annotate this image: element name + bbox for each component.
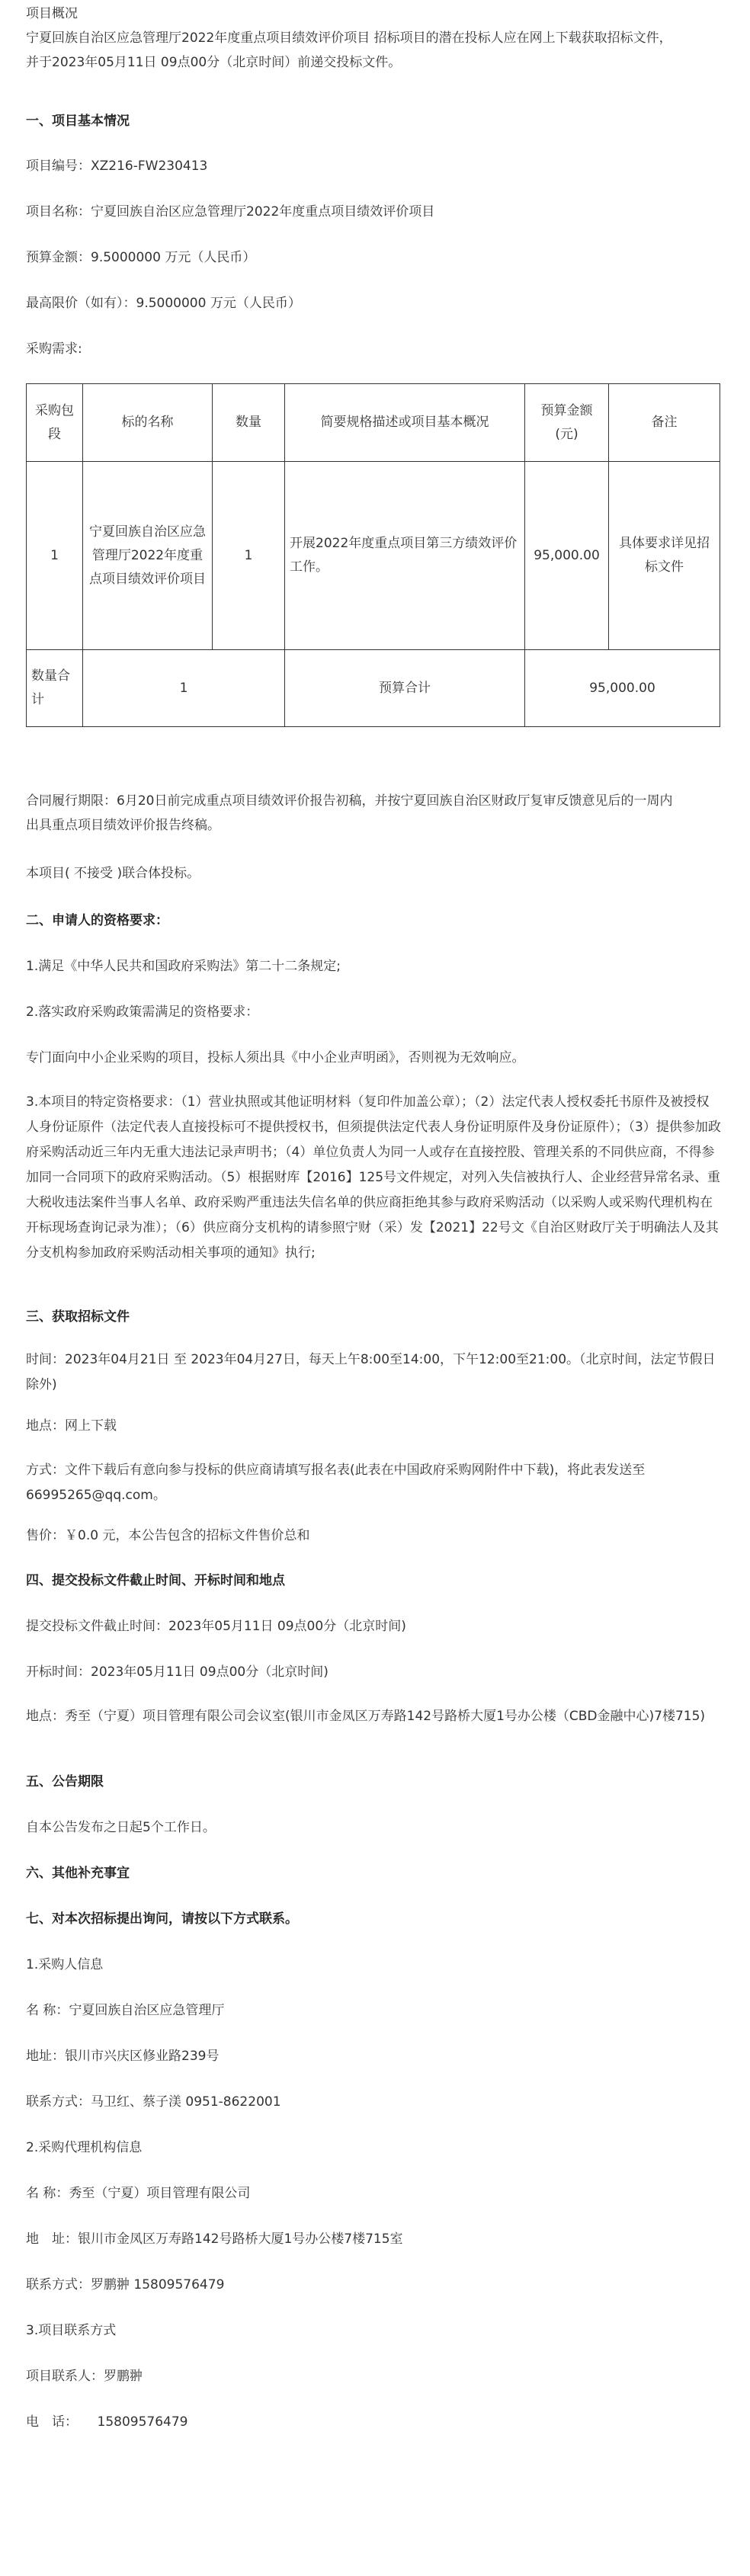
cell-item-name: 宁夏回族自治区应急管理厅2022年度重点项目绩效评价项目 <box>83 462 213 650</box>
buyer-name: 名 称：宁夏回族自治区应急管理厅 <box>26 2003 225 2018</box>
max-price: 最高限价（如有）：9.5000000 万元（人民币） <box>26 296 301 311</box>
cell-remark: 具体要求详见招标文件 <box>609 462 720 650</box>
section-2-heading: 二、申请人的资格要求： <box>26 913 168 928</box>
total-budget-value: 95,000.00 <box>525 650 720 727</box>
budget-amount: 预算金额：9.5000000 万元（人民币） <box>26 250 256 265</box>
requirement-2: 2.落实政府采购政策需满足的资格要求： <box>26 1004 259 1020</box>
agent-name: 名 称：秀至（宁夏）项目管理有限公司 <box>26 2186 251 2201</box>
opening-place: 地点：秀至（宁夏）项目管理有限公司会议室(银川市金凤区万寿路142号路桥大厦1号办公楼（CBD金融中心)7楼715) <box>26 1709 706 1724</box>
cell-package: 1 <box>27 462 83 650</box>
agent-address: 地 址：银川市金凤区万寿路142号路桥大厦1号办公楼7楼715室 <box>26 2232 403 2247</box>
table-total-row <box>27 650 720 727</box>
overview-line-1: 宁夏回族自治区应急管理厅2022年度重点项目绩效评价项目 招标项目的潜在投标人应在网上下载获取招标文件， <box>26 30 672 46</box>
buyer-contact: 联系方式：马卫红、蔡子渼 0951-8622001 <box>26 2094 281 2110</box>
consortium-note: 本项目( 不接受 )联合体投标。 <box>26 866 200 881</box>
project-name: 项目名称：宁夏回族自治区应急管理厅2022年度重点项目绩效评价项目 <box>26 204 435 219</box>
agent-contact: 联系方式：罗鹏翀 15809576479 <box>26 2277 225 2292</box>
total-budget-label: 预算合计 <box>285 650 525 727</box>
project-number: 项目编号：XZ216-FW230413 <box>26 159 208 174</box>
cell-description: 开展2022年度重点项目第三方绩效评价工作。 <box>285 462 525 650</box>
project-contact-phone: 电 话： 15809576479 <box>26 2414 188 2430</box>
table-row <box>27 462 720 650</box>
header-item-name: 标的名称 <box>83 384 213 462</box>
overview-title: 项目概况 <box>26 6 78 21</box>
header-quantity: 数量 <box>213 384 285 462</box>
header-remark: 备注 <box>609 384 720 462</box>
section-1-heading: 一、项目基本情况 <box>26 114 130 129</box>
total-quantity-label: 数量合计 <box>27 650 83 727</box>
requirement-3: 3.本项目的特定资格要求：（1）营业执照或其他证明材料（复印件加盖公章）；（2）法定代表人授权委托书原件及被授权人身份证原件（法定代表人直接投标可不提供授权书，但须提供法定代表人身份证明原件及身份证原件）；（3）提供参加政府采购活动近三年内无重大违法记录声明书；（4）单位负责人为同一人或存在直接控股、管理关系的不同供应商，不得参加同一合同项下的政府采购活动。（5）根据财库【2016】125号文件规定，对列入失信被执行人、企业经营异常名录、重大税收违法案件当事人名单、政府采购严重违法失信名单的供应商拒绝其参与政府采购活动（以采购人或采购代理机构在开标现场查询记录为准）；（6）供应商分支机构的请参照宁财（采）发【2021】22号文《自治区财政厅关于明确法人及其分支机构参加政府采购活动相关事项的通知》执行; <box>26 1094 721 1261</box>
agent-info-title: 2.采购代理机构信息 <box>26 2140 143 2155</box>
opening-time: 开标时间：2023年05月11日 09点00分（北京时间) <box>26 1664 329 1680</box>
cell-budget: 95,000.00 <box>525 462 609 650</box>
cell-quantity: 1 <box>213 462 285 650</box>
project-contact-person: 项目联系人：罗鹏翀 <box>26 2369 143 2384</box>
demand-label: 采购需求: <box>26 341 82 357</box>
section-4-heading: 四、提交投标文件截止时间、开标时间和地点 <box>26 1573 285 1588</box>
buyer-info-title: 1.采购人信息 <box>26 1957 104 1972</box>
buyer-address: 地址：银川市兴庆区修业路239号 <box>26 2049 220 2064</box>
submission-deadline: 提交投标文件截止时间：2023年05月11日 09点00分（北京时间) <box>26 1619 406 1634</box>
project-contact-title: 3.项目联系方式 <box>26 2323 117 2338</box>
contract-period-line-2: 出具重点项目绩效评价报告终稿。 <box>26 818 220 833</box>
overview-line-2: 并于2023年05月11日 09点00分（北京时间）前递交投标文件。 <box>26 55 402 70</box>
notice-period: 自本公告发布之日起5个工作日。 <box>26 1820 216 1835</box>
header-budget: 预算金额(元) <box>525 384 609 462</box>
section-5-heading: 五、公告期限 <box>26 1774 104 1789</box>
section-7-heading: 七、对本次招标提出询问，请按以下方式联系。 <box>26 1911 298 1927</box>
section-3-heading: 三、获取招标文件 <box>26 1309 130 1325</box>
section-6-heading: 六、其他补充事宜 <box>26 1866 130 1881</box>
requirements-table <box>26 383 720 727</box>
requirement-2-detail: 专门面向中小企业采购的项目，投标人须出具《中小企业声明函》，否则视为无效响应。 <box>26 1050 525 1065</box>
header-description: 简要规格描述或项目基本概况 <box>285 384 525 462</box>
obtain-method: 方式：文件下载后有意向参与投标的供应商请填写报名表(此表在中国政府采购网附件中下载)，将此表发送至66995265@qq.com。 <box>26 1463 646 1503</box>
contract-period-line-1: 合同履行期限：6月20日前完成重点项目绩效评价报告初稿，并按宁夏回族自治区财政厅复审反馈意见后的一周内 <box>26 793 673 809</box>
obtain-place: 地点：网上下载 <box>26 1418 117 1434</box>
requirement-1: 1.满足《中华人民共和国政府采购法》第二十二条规定; <box>26 959 341 974</box>
obtain-time: 时间：2023年04月21日 至 2023年04月27日，每天上午8:00至14:00，下午12:00至21:00。（北京时间，法定节假日除外) <box>26 1352 716 1392</box>
document-price: 售价：￥0.0 元，本公告包含的招标文件售价总和 <box>26 1528 310 1543</box>
total-quantity-value: 1 <box>83 650 285 727</box>
table-header-row <box>27 384 720 462</box>
header-package: 采购包段 <box>27 384 83 462</box>
